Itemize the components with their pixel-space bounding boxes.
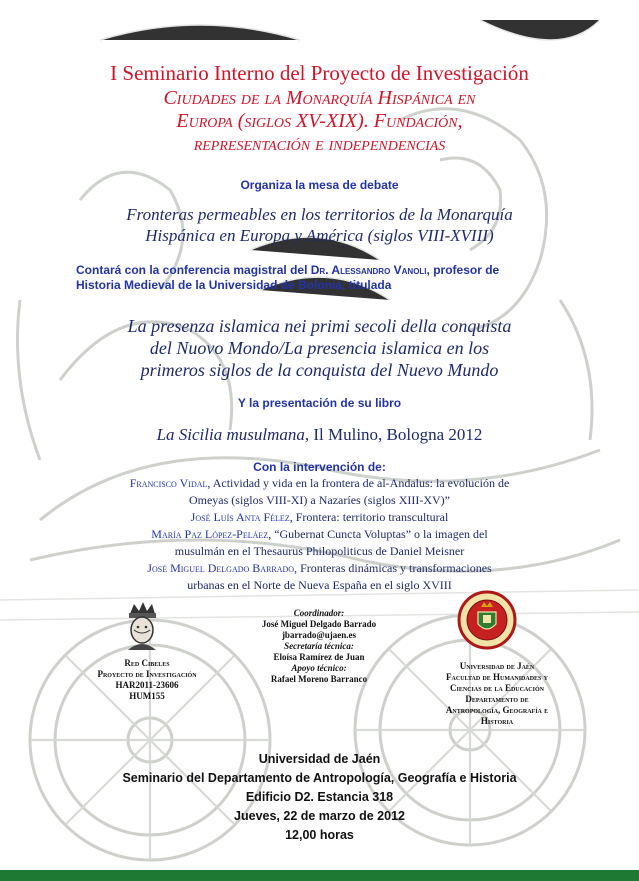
seminar-title: I Seminario Interno del Proyecto de Investigación [110, 61, 529, 85]
intervention-list [60, 475, 579, 594]
speaker-name: Dr. Alessandro Vanoli [310, 263, 427, 277]
conference-intro-text: Historia Medieval de la Universidad de Bolonia, titulada [76, 278, 392, 292]
project-label: Proyecto de Investigación [97, 669, 197, 679]
intervention-heading: Con la intervención de: [253, 460, 386, 474]
intervention-text: , “Gubernat Cuncta Voluptas” o la imagen del [268, 527, 488, 541]
department-line: Antropología, Geografía e [445, 705, 549, 715]
credits-line: Apoyo técnico: [291, 663, 347, 673]
department-line: Departamento de [465, 694, 529, 704]
bottom-color-bar [0, 870, 639, 881]
credits-line: José Miguel Delgado Barrado [261, 619, 377, 629]
intervention-text: musulmán en el Thesaurus Philopoliticus de Daniel Meisner [174, 544, 465, 558]
subtitle-line: Europa (siglos XV-XIX). Fundación, [176, 110, 463, 132]
university-seal-icon [454, 590, 520, 650]
group-code: HUM155 [129, 691, 165, 701]
intervention-item [60, 560, 579, 594]
credits-line: Eloísa Ramírez de Juan [273, 652, 365, 662]
intervention-text: , Actividad y vida en la frontera de al-Andalus: la evolución de [207, 476, 510, 490]
left-block-text [72, 658, 222, 702]
intervention-item [60, 526, 579, 560]
organiza-label: Organiza la mesa de debate [240, 178, 399, 192]
book-presentation-label: Y la presentación de su libro [237, 396, 402, 410]
book-title-rest: , Il Mulino, Bologna 2012 [304, 425, 483, 444]
book-title-italic: La Sicilia musulmana [156, 425, 305, 444]
participant-name: José Luís Anta Félez [190, 510, 290, 524]
project-subtitle [0, 87, 639, 156]
conference-title-line: La presenza islamica nei primi secoli della conquista [127, 316, 512, 336]
event-time: 12,00 horas [285, 828, 354, 842]
debate-title [0, 204, 639, 246]
intervention-text: , Frontera: territorio transcultural [289, 510, 449, 524]
participant-name: María Paz López-Peláez [151, 527, 269, 541]
event-venue: Universidad de Jaén [258, 752, 381, 766]
university-line: Universidad de Jaén [459, 661, 535, 671]
faculty-line: Facultad de Humanidades y [446, 672, 548, 682]
subtitle-line: representación e independencias [193, 133, 446, 155]
department-line: Historia [480, 716, 514, 726]
intervention-item [60, 475, 579, 509]
credits-block [229, 608, 409, 685]
network-name: Red Cibeles [124, 658, 170, 668]
book-title [0, 424, 639, 446]
credits-line: Secretaría técnica: [284, 641, 354, 651]
credits-line: Rafael Moreno Barranco [270, 674, 368, 684]
intervention-text: Omeyas (siglos VIII-XI) a Nazaríes (siglos XIII-XV)” [188, 493, 451, 507]
event-info [0, 750, 639, 845]
crowned-head-icon [112, 600, 170, 650]
conference-intro-text: , profesor de [426, 263, 500, 277]
credits-email: jbarrado@ujaen.es [281, 630, 357, 640]
debate-title-line: Hispánica en Europa y América (siglos VIII-XVIII) [145, 226, 494, 245]
participant-name: Francisco Vidal [129, 476, 208, 490]
conference-title [0, 315, 639, 381]
event-room: Edificio D2. Estancia 318 [245, 790, 394, 804]
participant-name: José Miguel Delgado Barrado [147, 561, 295, 575]
intervention-text: , Fronteras dinámicas y transformaciones [294, 561, 492, 575]
conference-intro [76, 263, 596, 293]
conference-title-line: del Nuovo Mondo/La presencia islamica en los [149, 338, 490, 358]
conference-title-line: primeros siglos de la conquista del Nuevo Mundo [140, 360, 499, 380]
project-code: HAR2011-23606 [115, 680, 179, 690]
credits-line: Coordinador: [293, 608, 345, 618]
subtitle-line: Ciudades de la Monarquía Hispánica en [163, 87, 476, 109]
event-date: Jueves, 22 de marzo de 2012 [234, 809, 405, 823]
debate-title-line: Fronteras permeables en los territorios de la Monarquía [126, 205, 513, 224]
right-block-text [412, 661, 582, 727]
event-department: Seminario del Departamento de Antropología, Geografía e Historia [122, 771, 517, 785]
conference-intro-text: Contará con la conferencia magistral del [76, 263, 311, 277]
intervention-text: urbanas en el Norte de Nueva España en el siglo XVIII [187, 578, 452, 592]
intervention-item [60, 509, 579, 526]
faculty-line: Ciencias de la Educación [450, 683, 544, 693]
